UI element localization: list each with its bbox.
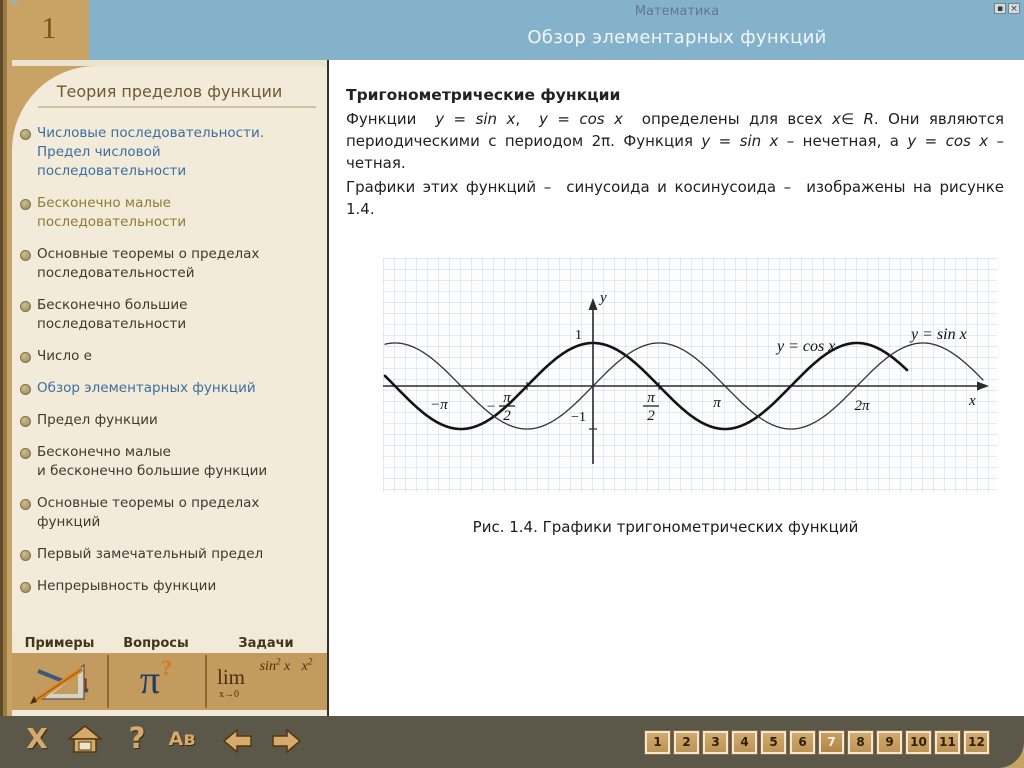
bullet-icon xyxy=(20,384,31,395)
app-title: Математика xyxy=(634,4,720,19)
sidebar-title: Теория пределов функции xyxy=(56,82,283,101)
page-button-12[interactable]: 12 xyxy=(964,731,989,754)
page-button-3[interactable]: 3 xyxy=(703,731,728,754)
sidebar-bottom-tabs xyxy=(12,634,327,653)
bullet-icon xyxy=(20,352,31,363)
tick-label-2pi: 2π xyxy=(854,398,870,414)
sidebar-menu-item-label: Числовые последовательности. Предел числовой последовательности xyxy=(37,125,265,179)
page-button-6[interactable]: 6 xyxy=(790,731,815,754)
svg-text:2: 2 xyxy=(503,408,511,424)
sidebar-menu-item[interactable] xyxy=(20,443,320,481)
content-divider xyxy=(327,60,329,716)
sidebar-menu-item-label: Число е xyxy=(37,348,92,364)
limit-subscript: x→0 xyxy=(219,689,239,700)
exit-icon[interactable]: X xyxy=(26,722,48,755)
question-mark-icon: ? xyxy=(161,655,173,680)
forward-arrow-icon[interactable] xyxy=(270,728,302,758)
sidebar-menu-item[interactable] xyxy=(20,124,320,181)
page-button-2[interactable]: 2 xyxy=(674,731,699,754)
sidebar-menu-item[interactable] xyxy=(20,577,320,596)
page-title: Обзор элементарных функций xyxy=(527,27,827,48)
sidebar-menu-item-label: Основные теоремы о пределах последовательностей xyxy=(37,246,260,281)
sidebar-menu-item-label: Обзор элементарных функций xyxy=(37,380,256,396)
sidebar-menu-item-label: Основные теоремы о пределах функций xyxy=(37,495,260,530)
bullet-icon xyxy=(20,550,31,561)
sidebar-menu-item-label: Бесконечно малые последовательности xyxy=(37,195,187,230)
paragraph-1: Функции y = sin x, y = cos x определены для всех x∈ R. Они являются периодическими с периодом 2π. Функция y = sin x – нечетная, а y = cos x – четная. xyxy=(346,110,1004,172)
sin-curve-label: y = sin x xyxy=(911,326,967,343)
paragraph-2: Графики этих функций – синусоида и косинусоида – изображены на рисунке 1.4. xyxy=(346,178,1004,218)
page-button-7[interactable]: 7 xyxy=(819,731,844,754)
tick-label-pi: π xyxy=(713,395,721,411)
page-button-11[interactable]: 11 xyxy=(935,731,960,754)
sidebar-title-rule xyxy=(38,106,316,108)
sidebar-menu xyxy=(20,124,320,609)
chapter-tab[interactable] xyxy=(8,0,89,60)
bullet-icon xyxy=(20,499,31,510)
sidebar-menu-item[interactable] xyxy=(20,411,320,430)
sidebar-menu-item-label: Бесконечно малые и бесконечно большие функции xyxy=(37,444,268,479)
minimize-icon[interactable]: ▪ xyxy=(994,3,1006,14)
sidebar-menu-item-label: Непрерывность функции xyxy=(37,578,217,594)
limit-fraction xyxy=(257,656,315,675)
questions-pi-icon[interactable] xyxy=(107,653,205,710)
sidebar-menu-item[interactable] xyxy=(20,379,320,398)
svg-text:π: π xyxy=(503,390,511,406)
sidebar-menu-item-label: Первый замечательный предел xyxy=(37,546,264,562)
examples-tools-icon[interactable] xyxy=(12,653,107,710)
figure-caption: Рис. 1.4. Графики тригонометрических функций xyxy=(472,518,859,536)
y-axis-label: y xyxy=(600,290,607,306)
limit-denominator: $x^2$ xyxy=(301,656,313,674)
book-spine xyxy=(0,0,12,768)
limit-lim: lim xyxy=(217,665,246,689)
page-button-4[interactable]: 4 xyxy=(732,731,757,754)
sidebar-menu-item[interactable] xyxy=(20,194,320,232)
bullet-icon xyxy=(20,448,31,459)
close-window-icon[interactable]: × xyxy=(1008,3,1020,14)
back-arrow-icon[interactable] xyxy=(222,728,254,758)
x-axis-label: x xyxy=(969,393,976,409)
bullet-icon xyxy=(20,416,31,427)
home-icon[interactable] xyxy=(68,725,102,759)
page-button-10[interactable]: 10 xyxy=(906,731,931,754)
bullet-icon xyxy=(20,199,31,210)
trig-functions-figure xyxy=(383,258,997,492)
bullet-icon xyxy=(20,250,31,261)
tick-label-pi-over-2 xyxy=(643,390,659,424)
sidebar-menu-item[interactable] xyxy=(20,296,320,334)
page-number-bar xyxy=(645,731,989,754)
page-button-9[interactable]: 9 xyxy=(877,731,902,754)
chapter-number: 1 xyxy=(41,10,57,45)
sidebar-menu-item[interactable] xyxy=(20,245,320,283)
tick-label-1: 1 xyxy=(575,328,582,343)
sidebar-menu-item[interactable] xyxy=(20,545,320,564)
help-icon[interactable]: ? xyxy=(128,721,146,755)
bullet-icon xyxy=(20,129,31,140)
svg-text:2: 2 xyxy=(647,408,655,424)
sine-cosine-plot xyxy=(383,258,997,492)
limit-numerator: $\sin^2 x$ xyxy=(259,656,291,674)
section-heading: Тригонометрические функции xyxy=(346,86,621,104)
page-button-1[interactable]: 1 xyxy=(645,731,670,754)
tick-label-minus-pi: −π xyxy=(430,397,448,413)
tab-tasks[interactable]: Задачи xyxy=(238,636,294,651)
bullet-icon xyxy=(20,582,31,593)
page-button-5[interactable]: 5 xyxy=(761,731,786,754)
cos-curve-label: y = cos x xyxy=(777,338,836,355)
page-button-8[interactable]: 8 xyxy=(848,731,873,754)
svg-text:π: π xyxy=(647,390,655,406)
bullet-icon xyxy=(20,301,31,312)
sidebar-menu-item[interactable] xyxy=(20,347,320,366)
tick-label-minus-1: −1 xyxy=(571,410,586,425)
font-size-icon[interactable] xyxy=(162,728,202,750)
tab-examples[interactable]: Примеры xyxy=(24,636,95,651)
font-size-label: Ав xyxy=(168,728,196,750)
sidebar-menu-item-label: Предел функции xyxy=(37,412,158,428)
pi-symbol: π xyxy=(139,657,161,702)
svg-text:−: − xyxy=(485,399,497,415)
sidebar-menu-item[interactable] xyxy=(20,494,320,532)
sidebar-menu-item-label: Бесконечно большие последовательности xyxy=(37,297,188,332)
tab-questions[interactable]: Вопросы xyxy=(123,636,189,651)
tasks-limit-icon[interactable] xyxy=(205,653,327,710)
